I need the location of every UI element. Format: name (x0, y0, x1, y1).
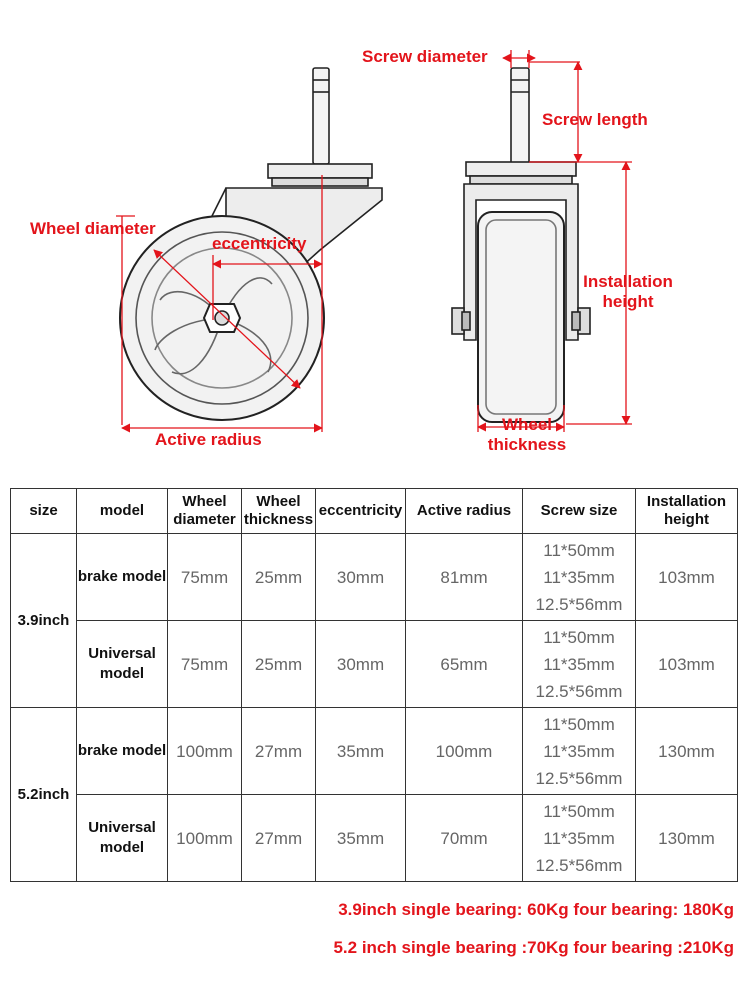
header-wheel-thickness: Wheel thickness (242, 489, 316, 534)
screw-size-cell (523, 621, 636, 708)
screw-size-value: 11*50mm (543, 714, 615, 734)
wheel-thickness-label: Wheel thickness (487, 415, 567, 454)
wheel-diameter-cell: 100mm (168, 708, 242, 795)
size-cell: 3.9inch (11, 534, 77, 708)
screw-size-value: 11*50mm (543, 540, 615, 560)
screw-size-cell (523, 708, 636, 795)
table-row (11, 795, 738, 882)
eccentricity-cell: 35mm (316, 708, 406, 795)
model-cell: Universal model (77, 795, 168, 882)
active-radius-label: Active radius (155, 430, 262, 449)
screw-size-cell (523, 795, 636, 882)
wheel-thickness-cell: 27mm (242, 708, 316, 795)
eccentricity-cell: 30mm (316, 621, 406, 708)
installation-height-label: Installation height (583, 272, 673, 311)
screw-size-cell (523, 534, 636, 621)
table-header-row (11, 489, 738, 534)
spec-table (10, 488, 738, 882)
wheel-diameter-label: Wheel diameter (30, 219, 156, 238)
installation-height-cell: 130mm (636, 795, 738, 882)
wheel-thickness-cell: 27mm (242, 795, 316, 882)
header-screw-size: Screw size (523, 489, 636, 534)
header-wheel-diameter: Wheel diameter (168, 489, 242, 534)
eccentricity-cell: 30mm (316, 534, 406, 621)
header-model: model (77, 489, 168, 534)
model-cell: Universal model (77, 621, 168, 708)
screw-size-value: 11*35mm (543, 654, 615, 674)
installation-height-cell: 103mm (636, 534, 738, 621)
screw-size-value: 11*35mm (543, 828, 615, 848)
model-cell: brake model (77, 534, 168, 621)
screw-size-value: 12.5*56mm (535, 594, 623, 614)
wheel-thickness-cell: 25mm (242, 534, 316, 621)
wheel-diameter-cell: 100mm (168, 795, 242, 882)
active-radius-cell: 100mm (406, 708, 523, 795)
model-cell: brake model (77, 708, 168, 795)
load-capacity-note-3-9inch: 3.9inch single bearing: 60Kg four bearing: 180Kg (338, 900, 734, 919)
screw-size-value: 11*35mm (543, 741, 615, 761)
active-radius-cell: 81mm (406, 534, 523, 621)
active-radius-cell: 65mm (406, 621, 523, 708)
header-size: size (11, 489, 77, 534)
screw-diameter-label: Screw diameter (362, 47, 488, 66)
wheel-diameter-cell: 75mm (168, 534, 242, 621)
table-row (11, 534, 738, 621)
installation-height-cell: 130mm (636, 708, 738, 795)
header-eccentricity: eccentricity (316, 489, 406, 534)
table-row (11, 621, 738, 708)
screw-length-label: Screw length (542, 110, 648, 129)
header-active-radius: Active radius (406, 489, 523, 534)
wheel-thickness-cell: 25mm (242, 621, 316, 708)
active-radius-cell: 70mm (406, 795, 523, 882)
screw-size-value: 11*50mm (543, 801, 615, 821)
screw-size-value: 11*35mm (543, 567, 615, 587)
header-installation-height: Installation height (636, 489, 738, 534)
screw-size-value: 12.5*56mm (535, 681, 623, 701)
table-row (11, 708, 738, 795)
screw-size-value: 12.5*56mm (535, 855, 623, 875)
size-cell: 5.2inch (11, 708, 77, 882)
installation-height-cell: 103mm (636, 621, 738, 708)
wheel-diameter-cell: 75mm (168, 621, 242, 708)
screw-size-value: 12.5*56mm (535, 768, 623, 788)
caster-diagram (0, 0, 750, 470)
screw-size-value: 11*50mm (543, 627, 615, 647)
eccentricity-cell: 35mm (316, 795, 406, 882)
load-capacity-note-5-2inch: 5.2 inch single bearing :70Kg four bearing :210Kg (333, 938, 734, 957)
eccentricity-label: eccentricity (212, 234, 307, 253)
